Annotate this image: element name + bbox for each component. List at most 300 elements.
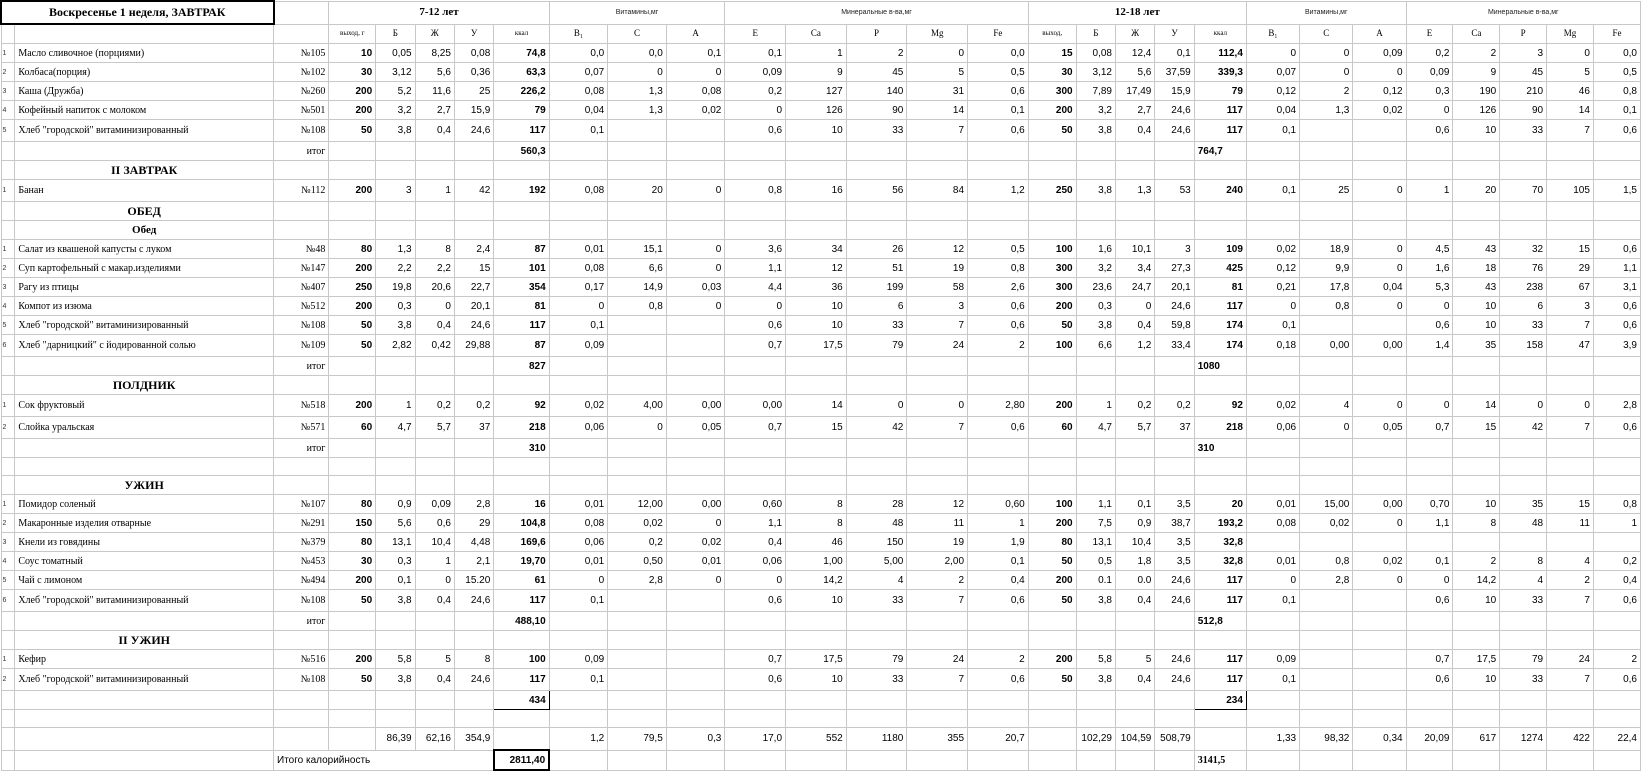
value-cell: 0 [1246,297,1299,316]
cell [274,728,329,751]
value-cell: 10 [1453,297,1500,316]
cell [494,458,549,476]
value-cell: 3,2 [1076,101,1115,120]
value-cell: 0 [1500,395,1547,417]
value-cell: 50 [1028,120,1076,142]
cell [1547,476,1594,495]
cell [1500,357,1547,376]
value-cell: 0,60 [725,495,786,514]
value-cell: 0,08 [549,82,608,101]
age-group-7-12: 7-12 лет [329,1,549,24]
row-number: 5 [1,120,15,142]
value-cell: 0,6 [415,514,454,533]
value-cell: 12 [907,495,968,514]
recipe-number: №109 [274,335,329,357]
value-cell: 3,6 [725,240,786,259]
value-cell: 0,2 [1406,44,1453,63]
value-cell: 35 [1500,495,1547,514]
cell [549,691,608,710]
value-cell: 6 [846,297,907,316]
header-row-1 [1,1,1641,24]
cell [1115,357,1154,376]
column-header: P [1500,24,1547,44]
value-cell: 1 [415,552,454,571]
value-cell: 24,6 [1155,650,1194,669]
cell [1155,750,1194,770]
cell [1246,357,1299,376]
vitamins-group-label: Витамины,мг [549,1,725,24]
value-cell: 0,08 [666,82,725,101]
cell [1547,458,1594,476]
menu-item-row [1,297,1641,316]
value-cell: 79 [494,101,549,120]
column-header: Fe [1593,24,1640,44]
cell [376,376,415,395]
value-cell: 45 [1500,63,1547,82]
minerals-group-label: Минеральные в-ва,мг [725,1,1028,24]
recipe-number: №102 [274,63,329,82]
recipe-number: №512 [274,297,329,316]
cell [1547,612,1594,631]
cell [415,376,454,395]
value-cell [666,120,725,142]
value-cell: 0,01 [1246,495,1299,514]
cell [725,202,786,221]
value-cell: 1 [786,44,847,63]
recipe-number: №516 [274,650,329,669]
value-cell: 2,8 [1593,395,1640,417]
value-cell: 0,05 [666,417,725,439]
row-number: 2 [1,63,15,82]
cell [274,1,329,24]
value-cell: 1,1 [1076,495,1115,514]
value-cell: 5,6 [1115,63,1154,82]
cell [376,476,415,495]
value-cell: 67 [1547,278,1594,297]
cell [1547,691,1594,710]
value-cell: 0 [1353,240,1406,259]
column-header: Ж [1115,24,1154,44]
value-cell: 100 [494,650,549,669]
cell [329,476,376,495]
subtotal-kcal-12-18: 764,7 [1194,142,1246,161]
value-cell: 200 [329,101,376,120]
value-cell: 5 [415,650,454,669]
value-cell: 1,3 [1300,101,1353,120]
value-cell: 0 [907,395,968,417]
cell [1115,631,1154,650]
value-cell: 8,25 [415,44,454,63]
cell [329,221,376,240]
value-cell: 53 [1155,180,1194,202]
value-cell: 35 [1453,335,1500,357]
cell [274,458,329,476]
subtotal-kcal-7-12: 434 [494,691,549,710]
grand-total-row [1,750,1641,770]
cell [1,631,15,650]
cell [549,458,608,476]
column-header: E [1406,24,1453,44]
cell [15,750,274,770]
cell [1194,710,1246,728]
value-cell: 0 [907,44,968,63]
value-cell: 10 [329,44,376,63]
value-cell: 5 [1115,650,1154,669]
cell [1353,161,1406,180]
cell [1246,691,1299,710]
value-cell: 117 [494,590,549,612]
value-cell: 3,8 [376,120,415,142]
value-cell: 10 [1453,316,1500,335]
cell [846,202,907,221]
cell [1593,161,1640,180]
cell [329,161,376,180]
value-cell: 169,6 [494,533,549,552]
value-cell: 250 [329,278,376,297]
value-cell: 0,02 [666,101,725,120]
value-cell: 0,6 [1593,669,1640,691]
dish-name: Соус томатный [15,552,274,571]
value-cell: 0 [666,514,725,533]
value-cell: 46 [786,533,847,552]
value-cell: 5,7 [1115,417,1154,439]
cell [1115,202,1154,221]
subtotal-label: итог [274,142,329,161]
value-cell: 0,6 [1406,669,1453,691]
cell [15,612,274,631]
value-cell: 0,70 [1406,495,1453,514]
value-cell: 12 [786,259,847,278]
cell [1453,161,1500,180]
recipe-number: №494 [274,571,329,590]
cell [1547,142,1594,161]
cell [274,221,329,240]
value-cell: 0,4 [725,533,786,552]
value-cell: 15.20 [454,571,493,590]
value-cell: 50 [329,669,376,691]
value-cell: 2 [907,571,968,590]
cell [549,221,608,240]
cell [1593,458,1640,476]
menu-item-row [1,650,1641,669]
cell [786,458,847,476]
value-cell: 0,1 [1246,669,1299,691]
grand-total-label: Итого калорийность [274,750,494,770]
value-cell: 43 [1453,240,1500,259]
value-cell [1353,533,1406,552]
subtotal-kcal-7-12: 827 [494,357,549,376]
subtotal-row [1,691,1641,710]
value-cell: 1,9 [968,533,1029,552]
cell [786,631,847,650]
value-cell: 2 [1453,552,1500,571]
cell [415,612,454,631]
value-cell: 81 [494,297,549,316]
value-cell: 8 [454,650,493,669]
value-cell: 10 [1453,495,1500,514]
cell [415,142,454,161]
column-header: Б [376,24,415,44]
cell [1300,612,1353,631]
value-cell: 0,02 [1353,101,1406,120]
value-cell: 0,5 [1593,63,1640,82]
cell [725,142,786,161]
value-cell: 126 [786,101,847,120]
value-cell: 0,0 [608,44,667,63]
section-header-row [1,376,1641,395]
value-cell: 0,9 [1115,514,1154,533]
cell [1115,612,1154,631]
value-cell: 1,4 [1406,335,1453,357]
value-cell: 24 [1547,650,1594,669]
value-cell: 17,5 [786,335,847,357]
value-cell: 24,6 [454,316,493,335]
menu-item-row [1,495,1641,514]
cell [608,458,667,476]
value-cell: 0,2 [415,395,454,417]
cell [1155,161,1194,180]
value-cell: 15 [454,259,493,278]
value-cell [1353,650,1406,669]
cell [1300,357,1353,376]
menu-item-row [1,669,1641,691]
value-cell: 50 [1028,316,1076,335]
value-cell: 0,5 [968,63,1029,82]
cell [1,221,15,240]
cell [1300,202,1353,221]
menu-item-row [1,571,1641,590]
value-cell: 3 [1547,297,1594,316]
row-number: 4 [1,552,15,571]
cell [1300,161,1353,180]
value-cell: 0,5 [1076,552,1115,571]
cell [725,476,786,495]
cell [1,476,15,495]
cell [1028,612,1076,631]
cell [494,202,549,221]
subtotal-kcal-12-18: 512,8 [1194,612,1246,631]
value-cell: 0,02 [549,395,608,417]
cell [1406,221,1453,240]
row-number: 4 [1,297,15,316]
value-cell: 0,00 [1353,495,1406,514]
value-cell: 200 [329,259,376,278]
value-cell [666,669,725,691]
value-cell: 0,4 [415,669,454,691]
value-cell: 7 [1547,590,1594,612]
value-cell: 0,6 [968,669,1029,691]
value-cell [1300,120,1353,142]
value-cell: 0,02 [1353,552,1406,571]
value-cell: 0,2 [725,82,786,101]
value-cell: 0,00 [1353,335,1406,357]
cell [1300,750,1353,770]
value-cell: 50 [1028,552,1076,571]
cell [666,476,725,495]
cell [1194,202,1246,221]
value-cell: 3 [1500,44,1547,63]
value-cell: 24,6 [1155,101,1194,120]
cell [968,221,1029,240]
cell [1246,142,1299,161]
value-cell: 0,00 [666,495,725,514]
cell [1246,202,1299,221]
value-cell: 100 [1028,495,1076,514]
cell [1155,142,1194,161]
menu-item-row [1,335,1641,357]
value-cell [1246,533,1299,552]
cell [725,750,786,770]
value-cell: 50 [329,335,376,357]
cell [1246,439,1299,458]
value-cell: 117 [1194,669,1246,691]
menu-item-row [1,514,1641,533]
value-cell: 218 [1194,417,1246,439]
cell [608,710,667,728]
value-cell: 0 [1353,63,1406,82]
sum-cell: 20,7 [968,728,1029,751]
value-cell: 190 [1453,82,1500,101]
value-cell: 117 [1194,590,1246,612]
cell [454,161,493,180]
cell [666,357,725,376]
section-header-row [1,476,1641,495]
cell [608,221,667,240]
menu-item-row [1,120,1641,142]
value-cell: 0,03 [666,278,725,297]
value-cell: 47 [1547,335,1594,357]
cell [1246,631,1299,650]
value-cell: 200 [329,571,376,590]
value-cell: 5,8 [1076,650,1115,669]
value-cell: 33 [846,316,907,335]
value-cell: 0,1 [1246,120,1299,142]
value-cell [666,335,725,357]
value-cell: 0,02 [608,514,667,533]
value-cell: 5,2 [376,82,415,101]
cell [725,357,786,376]
section-title: II ЗАВТРАК [15,161,274,180]
column-header: A [666,24,725,44]
cell [846,631,907,650]
sum-cell: 422 [1547,728,1594,751]
value-cell: 112,4 [1194,44,1246,63]
dish-name: Чай с лимоном [15,571,274,590]
cell [1453,612,1500,631]
cell [1,376,15,395]
value-cell: 2,2 [415,259,454,278]
cell [608,357,667,376]
value-cell: 76 [1500,259,1547,278]
value-cell: 14 [1453,395,1500,417]
cell [329,142,376,161]
menu-item-row [1,180,1641,202]
cell [968,161,1029,180]
value-cell: 63,3 [494,63,549,82]
value-cell: 24,7 [1115,278,1154,297]
column-header: У [454,24,493,44]
value-cell: 0,1 [1115,495,1154,514]
value-cell: 1,5 [1593,180,1640,202]
value-cell: 0 [1246,44,1299,63]
value-cell: 117 [1194,650,1246,669]
value-cell [1300,316,1353,335]
cell [1453,142,1500,161]
value-cell: 0 [415,571,454,590]
value-cell: 218 [494,417,549,439]
row-number: 3 [1,278,15,297]
value-cell: 0,07 [1246,63,1299,82]
value-cell: 126 [1453,101,1500,120]
column-header: ккал [494,24,549,44]
value-cell: 45 [846,63,907,82]
cell [274,631,329,650]
value-cell: 0,1 [549,316,608,335]
value-cell: 31 [907,82,968,101]
value-cell: 150 [329,514,376,533]
value-cell: 0,02 [1246,395,1299,417]
cell [907,357,968,376]
value-cell: 3,8 [1076,120,1115,142]
value-cell: 0,6 [725,316,786,335]
cell [725,439,786,458]
recipe-number: №112 [274,180,329,202]
cell [1076,750,1115,770]
sum-cell: 1,2 [549,728,608,751]
value-cell: 2,8 [454,495,493,514]
value-cell [1353,590,1406,612]
cell [549,376,608,395]
value-cell: 14 [1547,101,1594,120]
value-cell: 4 [1500,571,1547,590]
value-cell: 0,09 [415,495,454,514]
value-cell [666,590,725,612]
sum-cell: 102,29 [1076,728,1115,751]
cell [1246,750,1299,770]
value-cell: 1,2 [968,180,1029,202]
value-cell [1547,533,1594,552]
cell [725,161,786,180]
value-cell [608,590,667,612]
value-cell: 14,2 [786,571,847,590]
value-cell: 3,8 [1076,180,1115,202]
menu-item-row [1,417,1641,439]
value-cell: 1,3 [608,82,667,101]
subtotal-label: итог [274,612,329,631]
row-number: 1 [1,495,15,514]
value-cell: 70 [1500,180,1547,202]
value-cell [608,669,667,691]
recipe-number: №147 [274,259,329,278]
value-cell: 5,6 [376,514,415,533]
section-header-row [1,202,1641,221]
cell [907,221,968,240]
cell [1246,476,1299,495]
value-cell: 20,1 [1155,278,1194,297]
value-cell: 0 [1353,514,1406,533]
cell [549,202,608,221]
value-cell: 3,8 [1076,316,1115,335]
cell [1300,631,1353,650]
sum-cell: 0,3 [666,728,725,751]
value-cell: 33 [1500,590,1547,612]
value-cell: 0,1 [1246,590,1299,612]
column-header: Mg [907,24,968,44]
value-cell: 24,6 [1155,297,1194,316]
cell [1115,439,1154,458]
dish-name: Хлеб "городской" витаминизированный [15,316,274,335]
cell [968,458,1029,476]
